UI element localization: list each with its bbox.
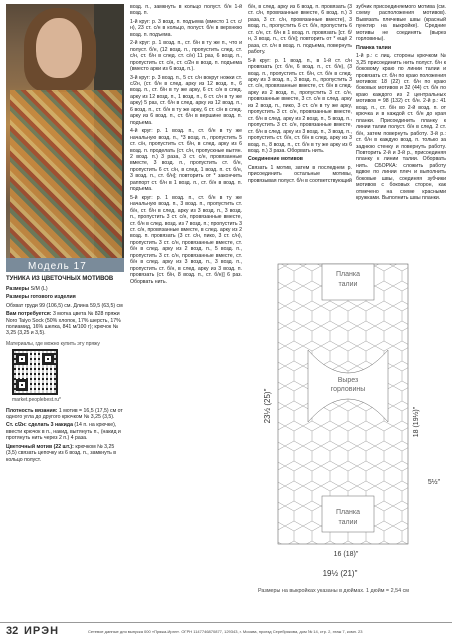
- waist-label-top: Планка: [336, 271, 360, 278]
- qr-caption: Материалы, где можно купить эту пряжу: [6, 340, 100, 347]
- page-footer: [0, 622, 452, 640]
- text-column-3: зубчик присоединяемого мотива (см. схему расположения мотивов). Вывязать плечевые швы (красный пунктир на выкройке). Средние мотивы не соединять (вырез горловины). Планка талии 1-й р.: с лиц. стороны крючком № 3,25 присоединить нить полуст. б/н к боковому краю по линии талии и провязать ст. б/н по краю положения мотивов: 18 (22) ст. б/н по краю боковых мотивов и 32 (44) ст. б/н по краю каждого из 2 центральных мотивов = 98 (132) ст. б/н. 2-й р.: 41 возд. п., ст. б/н во 2-й возд. п. от крючка и в каждой ст. б/н до края планки. Присоединить планку к линии талии полуст. б/н в след. 2 ст. б/н, затем повернуть работу. 3-й р.: ст. б/н в каждую возд. п. только за заднюю стенку и повернуть работу. Повторить 2-й и 3-й р., присоединяя планку к линии талии. Оборвать нить. СБОРКА: сложить работу вдвое по линии плеч и выполнить боковые швы, соединяя зубчики мотивов с боковых сторон, как отмечено на схеме красными кружками. Выполнить швы планки.: [356, 4, 446, 202]
- waist-label-top-2: талии: [338, 281, 358, 288]
- dim-total-width: 19½ (21)": [322, 569, 358, 578]
- diagram-caption: Размеры на выкройках указаны в дюймах. 1 дюйм = 2,54 см: [258, 588, 409, 594]
- neckline-label: Вырез: [337, 377, 359, 384]
- dim-side-height: 23½ (25)": [263, 388, 272, 424]
- dim-small: 5½": [427, 479, 441, 486]
- page-number: 32: [6, 625, 19, 637]
- pattern-diagram: [258, 246, 448, 582]
- text-column-2: б/н, в след. арку из 6 возд. п. провязать (3 ст. с/н, провязанные вместе, 6 возд. п.) 3 раза, 3 ст. с/н, провязанные вместе), 3 возд. п., пропустить 6 ст. б/н, пропустить 6 ст. с/н, ст. б/н в 1 возд. п. провязать [ст. б/н, 3 возд. п., ст. б/н]; повторить от * ещё 2 раза, ст. с/н в возд. п. подъема, повернуть работу. 5-й круг: р. 1 возд. п., в 1-й ст. с/н провязать (ст. б/н, 6 возд. п., ст. б/н), (3 возд. п., пропустить ст. б/н, ст. б/н в след. арку из 3 возд. п., 3 возд. п., пропустить 3 ст. с/н, провязанные вместе, ст. б/н в след. арку из 2 возд. п., пропустить 3 ст. с/н, провязанные вместе, 3 ст. с/н в след. арку из 2 возд. п., пико, 3 ст. с/н в ту же арку, пропустить 3 ст. с/н, провязанные вместе, ст. б/н в след. арку из 2 возд. п., 5 возд. п., пропустить 3 ст. с/н, провязанные вместе, ст. б/н в след. арку из 3 возд. п., 3 возд. п., пропустить ст. б/н, ст. б/н в след. арку из 3 возд. п., 8 возд. п., ст. б/н в ту же арку из 6 возд. п.) 3 раза. Оборвать нить. Соединение мотивов Связать 1 мотив, затем в последнем р. присоединить остальные мотивы, провязывая полуст. б/н в соответствующий: [248, 4, 352, 184]
- magazine-logo: ИРЭН: [24, 625, 60, 637]
- waist-label-bottom: Планка: [336, 509, 360, 516]
- model-label: Модель 17: [6, 258, 124, 272]
- neckline-label-2: горловины: [330, 386, 366, 393]
- qr-url-link[interactable]: market.peoplebest.ru*: [12, 397, 61, 404]
- dim-bottom-width: 16 (18)": [333, 551, 359, 558]
- pattern-header: ТУНИКА ИЗ ЦВЕТОЧНЫХ МОТИВОВ Размеры S/M (L) Размеры готового изделия Обхват груди 99 (106,5) см. Длина 59,5 (63,5) см Вам потребуется: 3 мотка цвета № 828 пряжи Noro Taiyo Sock (50% хлопок, 17% шерсть, 17% полиамид, 16% шелка, 841 м/100 г); крючок № 3,25 (3,25 и 3,5). Материалы, где можно купить эту пряжу market.peoplebest.ru* Плотность вязания: 1 мотив = 16,5 (17,5) см от одного угла до другого крючком № 3,25 (3,5). Ст. с/2н: сделать 3 накида (14 п. на крючке), ввести крючок в п., накид, вытянуть п., (накид и протянуть нить через 2 п.) 4 раза. Цветочный мотив (22 шт.): крючком № 3,25 (3,5) связать цепочку из 6 возд. п., замкнуть в кольцо полуст.: [6, 276, 126, 465]
- pattern-title: ТУНИКА ИЗ ЦВЕТОЧНЫХ МОТИВОВ: [6, 276, 114, 282]
- model-photo: [6, 4, 124, 272]
- waist-label-bottom-2: талии: [338, 519, 358, 526]
- qr-code-icon[interactable]: [12, 349, 58, 395]
- qr-block: [6, 341, 126, 404]
- dim-right-height: 18 (19½)": [413, 406, 420, 438]
- imprint-text: Сетевое данные для выпуска 000 «Пряжа-Ирэн». ОГРН 1147746870877, 129343, г. Москва, проезд Серебрякова, дом № 14, стр. 2, этаж 7, комн. 23: [88, 629, 363, 634]
- text-column-1: возд. п., замкнуть в кольцо полуст. б/н 1-й возд. п. 1-й круг: р. 3 возд. п. подъема (вместо 1 ст. с/н), 23 ст. с/н в кольцо, полуст. б/н в верхнюю возд. п. подъема. 2-й круг: р. 1 возд. п., ст. б/н в ту же п., что и полуст. б/н, (12 возд. п., пропустить след. ст. с/н, ст. б/н в след. ст. с/н) 11 раз, 6 возд. п., пропустить ст. с/н, ст. с/2н в возд. п. подъема (вместо арки из 6 возд. п.). 3-й круг: р. 3 возд. п., 5 ст. с/н вокруг ножки ст. с/2н, (ст. б/н в след. арку из 12 возд. п., 6 возд. п., ст. б/н в ту же арку, 6 ст. с/н в след. арку из 12 возд. п., 1 возд. п., 6 ст. с/н в ту же арку) 5 раз, ст. б/н в след. арку из 12 возд. п., 6 возд. п., ст. б/н в ту же арку, 6 ст. с/н в след. арку из 6 возд. п., ст. б/н в вершине возд. п. подъема. 4-й круг: р. 1 возд. п., ст. б/н в ту же начальную возд. п., *3 возд. п., пропустить 5 ст. с/н, пропустить ст. б/н, в след. арку из 6 возд. п. проделать (ст. с/н, пропускные вытян. 2 возд. п.) 3 раза, 3 ст. с/н, провязанные вместе, 3 возд. п., пропустить ст. б/н, пропустить 6 ст. с/н, в след. 1 возд. п. ст. б/н, 3 возд. п., ст. б/н]; повторить от * закончить раппорт ст. б/н в 1 возд. п., ст. б/н в возд. п. подъема. 5-й круг: р. 1 возд. п., ст. б/н в ту же начальную возд. п., 3 возд. п., пропустить ст. б/н, ст. б/н в след. арку из 3 возд. п., 3 возд. п., пропустить 3 ст. с/н, провязанные вместе, ст. б/н в след. возд. из 7 возд. п.; пропустить 3 ст. с/н, провязанные вместе, в след. арку из 2 возд. п. провязать (3 ст. с/н, пико, 3 ст. с/н), пропустить 3 ст. с/н, провязанные вместе, ст. б/н в след. арку из 2 возд. п., 5 возд. п., пропустить 3 ст. с/н, провязанные вместе, ст. б/н в след. арку из 3 возд. п., 3 возд. п., пропустить ст. б/н, в след. арку из 3 возд. п. провязать (ст. б/н, 8 возд. п., ст. б/н)] 6 раз. Оборвать нить.: [130, 4, 242, 285]
